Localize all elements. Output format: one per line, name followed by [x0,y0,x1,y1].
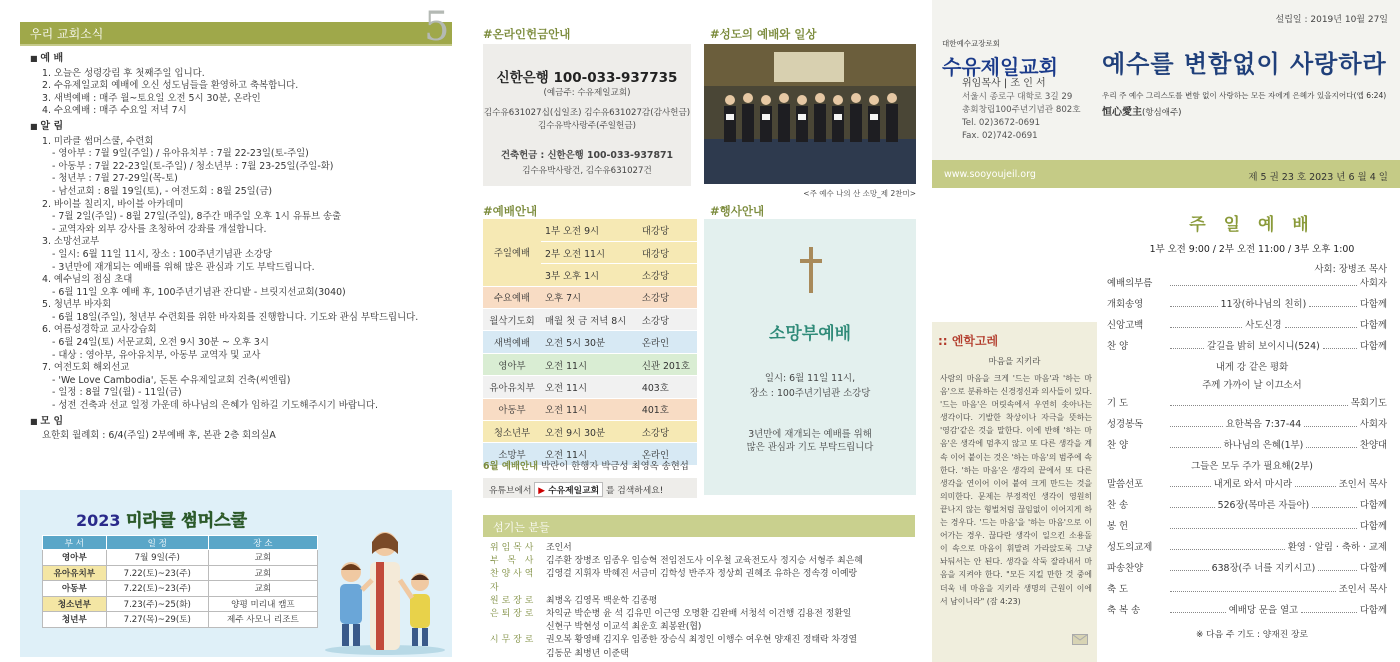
established-date: 설립일 : 2019년 10월 27일 [1275,15,1388,25]
news-line: 4. 예수님의 점심 초대 [42,274,133,286]
worship-time: 오전 11시 [541,443,638,465]
order-label: 예배의부름 [1107,278,1153,289]
staff-names: 최병옥 김영목 백운학 김종평 [546,595,658,606]
order-leader: 다함께 [1359,563,1388,574]
staff-names: 신현구 박현성 이교석 최운호 최봉완(협) [546,622,702,633]
news-page [0,0,465,662]
bank-holder: (예금주: 수유제일교회) [543,88,631,98]
worship-place: 온라인 [638,331,697,353]
table-row [483,219,697,241]
table-row [43,581,318,597]
order-label: 말씀선포 [1107,479,1144,490]
column-title: :: 엔학고레 [938,334,999,348]
dotted-leader [1295,479,1336,487]
worship-table [483,219,697,466]
page-number: 5 [424,4,450,50]
worship-place: 신관 201호 [638,353,697,375]
order-leader: 찬양대 [1359,440,1388,451]
order-row [1107,497,1397,518]
camp-year: 2023 [76,511,121,530]
camp-date: 7.27(목)~29(토) [106,612,208,628]
order-leader: 다함께 [1359,500,1388,511]
motto: 예수를 변함없이 사랑하라 [1102,50,1387,78]
staff-list [490,542,915,661]
camp-place: 제주 사모니 리조트 [208,612,317,628]
section-title: ■ 모 임 [30,416,455,429]
order-leader: 목회기도 [1350,398,1387,409]
section-title: ■ 예 배 [30,53,455,66]
order-leader: 사회자 [1359,419,1387,430]
worship-time: 오전 9시 30분 [541,421,638,443]
dotted-leader [1306,440,1357,448]
worship-name: 영아부 [483,353,541,375]
staff-names: 김영걸 지휘자 박혜진 서금미 김학성 반주자 정상희 권혜조 유하은 정속경 이예랑 [546,569,858,580]
order-leader: 다함께 [1359,605,1387,616]
staff-role: 시무장로 [490,635,537,646]
dotted-leader [1170,320,1242,328]
order-label: 성경봉독 [1107,419,1144,430]
camp-title [76,506,247,531]
service-times: 1부 오전 9:00 / 2부 오전 11:00 / 3부 오후 1:00 [1149,244,1355,255]
order-leader: 사회자 [1359,278,1387,289]
news-body [30,50,455,443]
news-line: - 6월 24일(토) 서문교회, 오전 9시 30분 ~ 오후 3시 [52,337,269,349]
dotted-leader [1170,563,1209,571]
staff-names: 김주환 장병조 임종우 임승혁 전임전도사 이우철 교육전도사 정지승 서형주 최은혜 [546,556,863,567]
table-row [483,331,697,353]
order-row [1107,416,1397,437]
serve-names: 박란이 한행자 박금성 최영옥 송현섭 [541,461,689,472]
online-offering-title: #온라인헌금안내 [483,27,571,41]
camp-dept: 청소년부 [43,596,107,612]
worship-time: 1부 오전 9시 [541,219,638,241]
order-leader: 조인서 목사 [1338,584,1387,595]
worship-place: 온라인 [638,443,697,465]
event-title: #행사안내 [710,204,765,218]
news-line: - 대상 : 영아부, 유아유치부, 아동부 교역자 및 교사 [52,349,261,361]
news-line: - 6월 11일 오후 예배 후, 100주년기념관 잔디밭 - 브릿지선교회(3040) [52,286,346,298]
column-subtitle: 마음을 지키라 [988,357,1041,367]
staff-role [490,621,546,634]
building-offering-sub: 김수유박사랑건, 김수유631027건 [522,166,652,176]
order-label: 기 도 [1107,398,1129,409]
news-line: 1. 미라클 썸머스쿨, 수련회 [42,135,154,147]
dotted-leader [1170,398,1348,406]
worship-name: 수요예배 [483,286,541,308]
event-name: 소망부예배 [768,324,852,344]
dotted-leader [1170,521,1357,529]
worship-time: 오전 11시 [541,376,638,398]
order-leader: 다함께 [1359,299,1388,310]
order-row [1107,437,1397,458]
camp-dept: 청년부 [43,612,107,628]
address-line: 총회창립100주년기념관 802호 [962,105,1081,115]
dotted-leader [1170,542,1285,550]
worship-time: 오전 11시 [541,353,638,375]
staff-names: 김동문 최병년 이준택 [546,648,629,659]
camp-dept: 영아부 [43,550,107,566]
camp-place: 양평 미리내 캠프 [208,596,317,612]
youtube-search-term: 수유제일교회 [548,486,600,496]
staff-role: 은퇴장로 [490,609,537,620]
order-row [1107,275,1397,296]
serve-line [483,458,689,472]
worship-place: 소강당 [638,309,697,331]
list-item [490,555,915,568]
order-leader: 환영 · 알림 · 축하 · 교제 [1287,542,1387,553]
dotted-leader [1170,605,1226,613]
pastor: 위임목사 | 조 인 서 [962,78,1046,89]
list-item [490,608,915,621]
worship-name: 주일예배 [483,219,541,286]
news-line: 4. 수요예배 : 매주 수요일 저녁 7시 [42,105,187,117]
order-label: 파송찬양 [1107,563,1144,574]
order-leader: 조인서 목사 [1338,479,1387,490]
event-place: 장소 : 100주년기념관 소강당 [749,388,871,399]
news-header: 우리 교회소식 [20,22,452,44]
order-row [1107,338,1397,359]
staff-names: 조인서 [546,543,572,553]
cover-page [932,0,1400,662]
info-page [470,0,930,662]
news-line: 7. 여전도회 해외선교 [42,362,130,374]
news-line: - 영아부 : 7월 9일(주일) / 유아유치부 : 7월 22-23일(토-주일) [52,148,309,160]
dotted-leader [1170,299,1218,307]
section-title: ■ 알 림 [30,121,455,134]
dotted-leader [1170,278,1357,286]
dotted-leader [1170,500,1215,508]
order-leader: 다함께 [1359,521,1387,532]
event-card [704,219,916,495]
worship-name: 새벽예배 [483,331,541,353]
youtube-text: 유튜브에서 [489,486,532,496]
list-item [490,621,915,634]
fax: Fax. 02)742-0691 [962,131,1038,141]
news-line: - 일시: 6월 11일 11시, 장소 : 100주년기념관 소강당 [52,248,273,260]
order-label: 축 도 [1107,584,1129,595]
order-label: 축 복 송 [1107,605,1141,616]
worship-place: 대강당 [638,219,697,241]
next-prayer: ※ 다음 주 기도 : 양재진 장로 [1195,630,1309,640]
serve-label: 6월 예배안내 [483,461,539,472]
dotted-leader [1301,605,1357,613]
table-row [43,550,318,566]
worship-name: 청소년부 [483,421,541,443]
dotted-leader [1170,440,1221,448]
staff-role: 찬양사역자 [490,569,537,593]
news-line: 2. 바이블 칠리지, 바이블 아카데미 [42,198,184,210]
column-text: 사람의 마음을 크게 '드는 마음'과 '하는 마음'으로 분류하는 신경정신과 의사들이 있다. '드는 마음'은 머릿속에서 우연히 솟아나는 생각이다. 기발한 착상이나 자극을 뜻하는 '영감'같은 것을 말한다. 이에 반해 '하는 마음'은 생각에 멈추지 않고 또 다른 생각을 계속 이어 붙이는 것은 '하는 마음'의 범주에 속한다. '하는 마음'은 생각의 끝에서 또 다른 생각을 연이어 이어 붙여 크게 만드는 것을 의미한다. 문제는 부정적인 생각이 영원히 끝나지 않는 형벌처럼 끊임없이 이어지게 하는 경우다. '드는 마음'을 '하는 마음'으로 이어가는 경우. 끊다란 생각이 일으킨 소용돌이 속으로 마음이 휘말려 가라앉도록 그냥 놔둬서는 안 된다. 생각을 삭둑 잘라내서 마음을 지켜야 한다. "모든 지킬 만한 것 중에 더욱 네 마음을 지키라 생명의 근원이 이에서 남이니라" (잠 4:23) [940,374,1092,606]
order-row [1107,395,1397,416]
dotted-leader [1318,563,1357,571]
address-line: 서울시 종로구 대학로 3길 29 [962,92,1073,102]
order-label: 신앙고백 [1107,320,1144,331]
dotted-leader [1304,419,1357,427]
worship-time: 오전 11시 [541,398,638,420]
address-block [962,91,1081,143]
youtube-search-button[interactable] [534,482,603,497]
staff-role: 부 목 사 [490,556,537,567]
news-line: 요한회 월례회 : 6/4(주일) 2부예배 후, 본관 2층 회의실A [42,430,276,442]
camp-col-header: 일 정 [106,536,208,550]
staff-names: 차익균 박순병 윤 석 김유민 이근영 오명환 김완배 서청석 이건행 김용전 정환일 [546,609,852,620]
hanja-reading: (항심애주) [1142,108,1182,118]
order-row [1107,317,1397,338]
divider [20,44,452,46]
news-line: - 7월 2일(주일) - 8월 27일(주일), 8주간 매주일 오후 1시 유튜브 송출 [52,211,342,223]
order-label: 개회송영 [1107,299,1144,310]
table-row [483,353,697,375]
order-label: 찬 양 [1107,341,1129,352]
service-leader: 사회: 장병조 목사 [1314,264,1387,275]
news-line: 3. 소망선교부 [42,236,100,248]
worship-time: 2부 오전 11시 [541,241,638,263]
order-row [1107,602,1397,623]
news-line: 3. 새벽예배 : 매주 월~토요일 오전 5시 30분, 온라인 [42,92,261,104]
bank-box [483,44,691,186]
order-item: 요한복음 7:37-44 [1225,419,1302,430]
order-item: 내게로 와서 마시라 [1213,479,1293,490]
order-label: 찬 양 [1107,440,1129,451]
table-row [43,612,318,628]
order-item: 11장(하나님의 친히) [1220,299,1307,310]
denomination: 대한예수교장로회 [942,39,1000,48]
staff-names: 권오복 황영배 김지우 임종한 장승식 최정인 이행수 여우현 양재진 정태락 차경열 [546,635,858,646]
order-row [1107,518,1397,539]
dotted-leader [1309,299,1357,307]
order-item: 638장(주 너를 지키시고) [1211,563,1316,574]
camp-col-header: 장 소 [208,536,317,550]
youtube-text: 를 검색하세요! [605,486,664,496]
list-item [490,595,915,608]
news-line: - 6월 18일(주일), 청년부 수련회를 위한 바자회를 진행합니다. 기도와 관심 부탁드립니다. [52,311,419,323]
column-box [932,322,1097,662]
news-line: 1. 오늘은 성령강림 후 첫째주일 입니다. [42,67,205,79]
worship-name: 월삭기도회 [483,309,541,331]
dotted-leader [1170,419,1223,427]
table-row [483,421,697,443]
camp-date: 7.23(주)~25(화) [106,596,208,612]
dotted-leader [1285,320,1357,328]
news-line: 2. 수유제일교회 예배에 오신 성도님들을 환영하고 축복합니다. [42,80,299,92]
table-row [43,565,318,581]
news-line: 5. 청년부 바자회 [42,299,112,311]
order-subtitle: 주께 가까이 날 이끄소서 [1202,380,1302,391]
worship-name: 유아유치부 [483,376,541,398]
table-row [483,398,697,420]
worship-time: 3부 오후 1시 [541,264,638,286]
camp-place: 교회 [208,565,317,581]
news-line: - 남선교회 : 8월 19일(토), - 여전도회 : 8월 25일(금) [52,185,273,197]
dotted-leader [1170,341,1204,349]
camp-date: 7.22(토)~23(주) [106,581,208,597]
bank-line: 김수유박사랑주(주일헌금) [537,121,637,131]
camp-name: 미라클 썸머스쿨 [126,511,247,531]
news-line: - 일정 : 8월 7일(월) - 11일(금) [52,387,182,399]
camp-date: 7월 9일(주) [106,550,208,566]
order-item: 예배당 문을 열고 [1228,605,1299,616]
worship-photo-icon [704,44,916,184]
news-line: - 교역자와 외부 강사를 초청하여 강좌를 개설합니다. [52,223,267,235]
staff-role: 위임목사 [490,543,537,553]
order-row [1107,539,1397,560]
cross-icon [800,247,822,293]
verse: 우리 주 예수 그리스도를 변함 없이 사랑하는 모든 자에게 은혜가 있을지어다(엡 6:24) [1102,91,1387,100]
worship-place: 소강당 [638,264,697,286]
table-row [483,376,697,398]
news-line: - 'We Love Cambodia', 돈톤 수유제일교회 건축(씨엔립) [52,374,291,386]
order-item: 526장(목마른 자들아) [1217,500,1310,511]
summer-camp-box [20,490,452,657]
table-row [43,596,318,612]
order-title: 주 일 예 배 [1189,215,1315,235]
church-name: 수유제일교회 [942,55,1058,79]
event-time: 일시: 6월 11일 11시, [764,373,856,384]
order-row [1107,476,1397,497]
news-line: - 성전 건축과 선교 일정 가운데 하나님의 은혜가 임하길 기도해주시기 바랍니다. [52,400,378,412]
order-item: 갈길을 밝히 보이시니(524) [1207,341,1320,352]
envelope-icon [1072,634,1088,645]
order-subtitle: 내게 강 같은 평화 [1215,362,1289,373]
bank-account: 신한은행 100-033-937735 [496,70,678,86]
order-subtitle: 그들은 모두 주가 필요해(2부) [1191,461,1313,472]
youtube-play-icon: ▶ [538,486,546,496]
photo-title: #성도의 예배와 일상 [710,27,817,41]
camp-dept: 아동부 [43,581,107,597]
worship-place: 403호 [638,376,697,398]
hanja-motto [1102,103,1181,118]
staff-role: 원로장로 [490,595,537,606]
camp-col-header: 부 서 [43,536,107,550]
list-item [490,542,915,555]
news-line: - 청년부 : 7월 27-29일(목-토) [52,173,178,185]
worship-title: #예배안내 [483,204,538,218]
news-line: - 3년만에 재개되는 예배를 위해 많은 관심과 기도 부탁드립니다. [52,261,315,273]
news-line: - 아동부 : 7월 22-23일(토-주일) / 청소년부 : 7월 23-25일(주일-화) [52,160,334,172]
camp-place: 교회 [208,550,317,566]
website-link[interactable]: www.sooyoujeil.org [944,169,1036,180]
order-label: 성도의교제 [1107,542,1153,553]
hanja-text: 恒心愛主 [1102,107,1142,118]
worship-name: 아동부 [483,398,541,420]
order-label: 봉 헌 [1107,521,1129,532]
order-leader: 다함께 [1359,320,1387,331]
camp-place: 교회 [208,581,317,597]
family-illustration-icon [320,510,450,655]
order-row [1107,560,1397,581]
photo-caption: <주 예수 나의 산 소망_제 2찬미> [803,189,916,198]
order-row [1107,581,1397,602]
list-item [490,648,915,661]
building-offering: 건축헌금 : 신한은행 100-033-937871 [500,150,674,161]
order-of-service [1107,196,1397,623]
issue-info: 제 5 권 23 호 2023 년 6 월 4 일 [1248,172,1388,183]
cover-header [932,0,1400,188]
worship-time: 오후 7시 [541,286,638,308]
youtube-line [483,478,697,498]
dotted-leader [1170,584,1336,592]
phone: Tel. 02)3672-0691 [962,118,1041,128]
event-message: 많은 관심과 기도 부탁드립니다 [746,442,874,453]
order-item: 사도신경 [1245,320,1282,331]
table-row [483,286,697,308]
camp-date: 7.22(토)~23(주) [106,565,208,581]
order-leader: 다함께 [1359,341,1388,352]
order-row [1107,296,1397,317]
worship-place: 401호 [638,398,697,420]
dotted-leader [1323,341,1357,349]
order-label: 찬 송 [1107,500,1129,511]
event-message: 3년만에 재개되는 예배를 위해 [748,429,872,440]
order-item: 하나님의 은혜(1부) [1223,440,1304,451]
order-list [1107,275,1397,623]
list-item [490,568,915,594]
bank-line: 김수유631027십(십일조) 김수유631027감(감사헌금) [483,108,691,118]
list-item [490,634,915,647]
news-line: 6. 여름성경학교 교사강습회 [42,324,157,336]
worship-place: 대강당 [638,241,697,263]
staff-role [490,648,546,661]
camp-table [42,535,318,628]
worship-place: 소강당 [638,421,697,443]
worship-name: 소망부 [483,443,541,465]
worship-time: 오전 5시 30분 [541,331,638,353]
table-row [483,309,697,331]
staff-header: 섬기는 분들 [483,515,915,537]
worship-time: 매월 첫 금 저녁 8시 [541,309,638,331]
dotted-leader [1170,479,1211,487]
dotted-leader [1312,500,1357,508]
camp-dept: 유아유치부 [43,565,107,581]
worship-place: 소강당 [638,286,697,308]
